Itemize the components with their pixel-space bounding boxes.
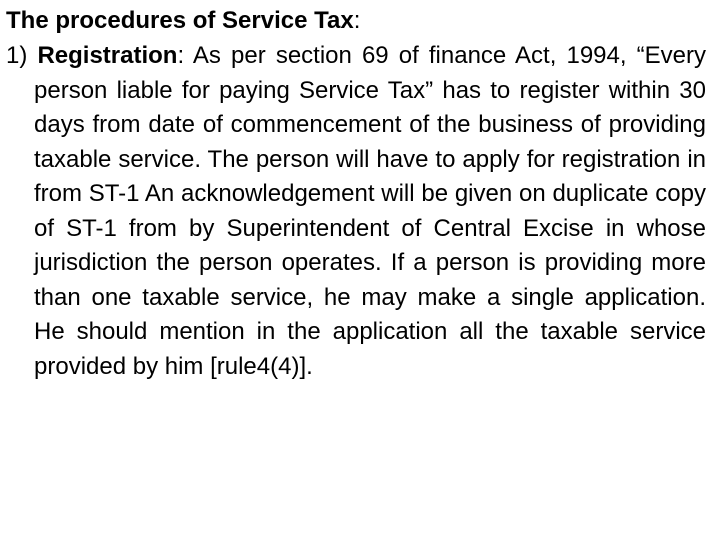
item-term: Registration <box>37 42 178 69</box>
item-number: 1) <box>6 42 38 69</box>
list-item-registration <box>6 39 706 384</box>
title-text: The procedures of Service Tax <box>6 7 354 34</box>
item-body: : As per section 69 of finance Act, 1994, “Every person liable for paying Service Tax” has to register within 30 days from date of commencement of the business of providing taxable service. The person will have to apply for registration in from ST-1 An acknowledgement will be given on duplicate copy of ST-1 from by Superintendent of Central Excise in whose jurisdiction the person operates. If a person is providing more than one taxable service, he may make a single application. He should mention in the application all the taxable service provided by him [rule4(4)]. <box>34 42 706 380</box>
page-title <box>6 4 706 37</box>
title-colon: : <box>353 7 361 34</box>
